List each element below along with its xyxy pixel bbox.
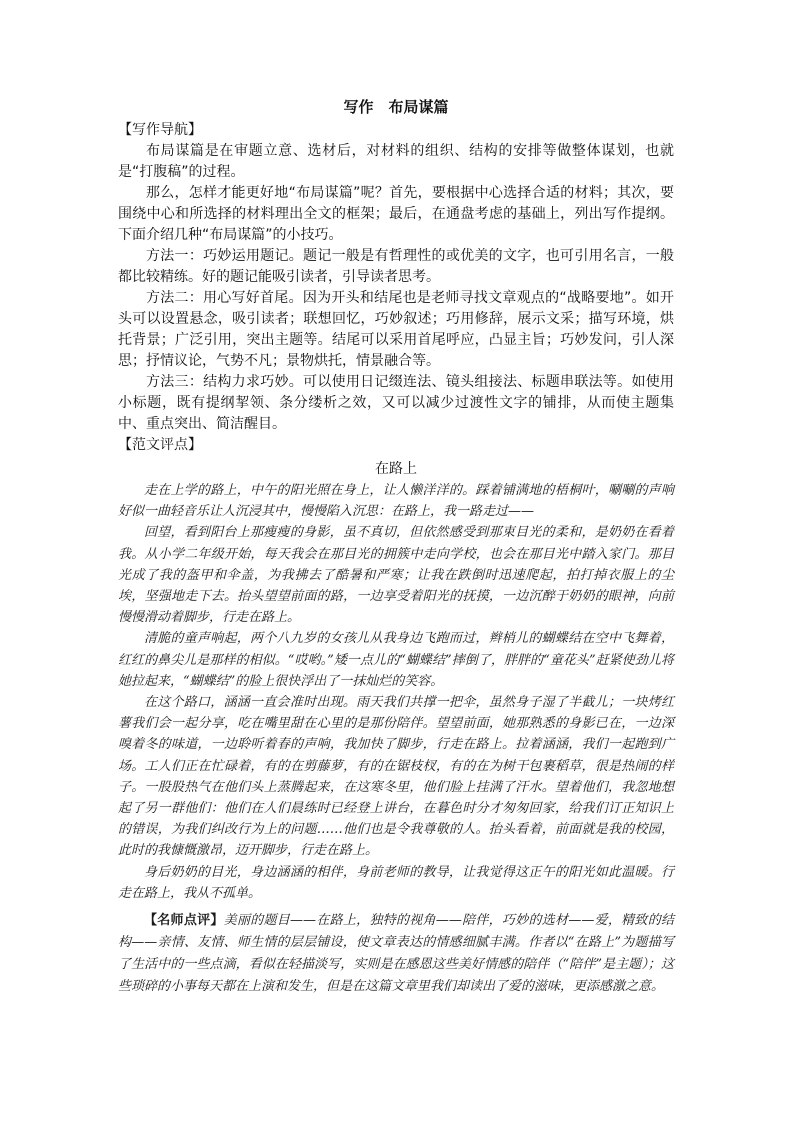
essay-paragraph: 身后奶奶的目光，身边涵涵的相伴，身前老师的教导，让我觉得这正午的阳光如此温暖。行走在路上，我从不孤单。 — [118, 864, 674, 901]
writing-guide-section — [118, 141, 674, 435]
teacher-comment — [118, 910, 674, 998]
writing-guide-heading: 【写作导航】 — [118, 122, 202, 138]
page-title: 写作 布局谋篇 — [343, 98, 449, 116]
essay-paragraph: 清脆的童声响起，两个八九岁的女孩儿从我身边飞跑而过，辫梢儿的蝴蝶结在空中飞舞着，红红的鼻尖儿是那样的相似。“哎哟。”矮一点儿的“蝴蝶结”摔倒了，胖胖的“童花头”赶紧使劲儿将她拉起来，“蝴蝶结”的脸上很快浮出了一抹灿烂的笑容。 — [118, 631, 674, 689]
guide-paragraph: 方法三：结构力求巧妙。可以使用日记缀连法、镜头组接法、标题串联法等。如使用小标题，既有提纲挈领、条分缕析之效，又可以减少过渡性文字的铺排，从而使主题集中、重点突出、简洁醒目。 — [118, 374, 674, 432]
guide-paragraph: 布局谋篇是在审题立意、选材后，对材料的组织、结构的安排等做整体谋划，也就是“打腹稿”的过程。 — [118, 143, 674, 180]
sample-essay — [118, 480, 674, 904]
guide-paragraph: 那么，怎样才能更好地“布局谋篇”呢？首先，要根据中心选择合适的材料；其次，要围绕中心和所选择的材料理出全文的框架；最后，在通盘考虑的基础上，列出写作提纲。下面介绍几种“布局谋篇”的小技巧。 — [118, 185, 674, 243]
comment-tag: 【名师点评】 — [144, 913, 224, 929]
essay-title: 在路上 — [375, 461, 417, 477]
guide-paragraph: 方法一：巧妙运用题记。题记一般是有哲理性的或优美的文字，也可引用名言，一般都比较精练。好的题记能吸引读者，引导读者思考。 — [118, 248, 674, 285]
comment-text: 美丽的题目——在路上，独特的视角——陪伴，巧妙的选材——爱，精致的结构——亲情、友情、师生情的层层铺设，使文章表达的情感细腻丰满。作者以“在路上”为题描写了生活中的一些点滴，看似在轻描淡写，实则是在感恩这些美好情感的陪伴（“陪伴”是主题）；这些琐碎的小事每天都在上演和发生，但是在这篇文章里我们却读出了爱的滋味，更添感激之意。 — [118, 913, 674, 995]
guide-paragraph: 方法二：用心写好首尾。因为开头和结尾也是老师寻找文章观点的“战略要地”。如开头可以设置悬念，吸引读者；联想回忆，巧妙叙述；巧用修辞，展示文采；描写环境，烘托背景；广泛引用，突出主题等。结尾可以采用首尾呼应，凸显主旨；巧妙发问，引人深思；抒情议论，气势不凡；景物烘托，情景融合等。 — [118, 290, 674, 369]
sample-essay-heading: 【范文评点】 — [118, 437, 202, 453]
essay-paragraph: 走在上学的路上，中午的阳光照在身上，让人懒洋洋的。踩着铺满地的梧桐叶，唰唰的声响好似一曲轻音乐让人沉浸其中，慢慢陷入沉思：在路上，我一路走过—— — [118, 483, 674, 520]
essay-paragraph: 回望，看到阳台上那瘦瘦的身影，虽不真切，但依然感受到那束目光的柔和，是奶奶在看着我。从小学二年级开始，每天我会在那目光的拥簇中走向学校，也会在那目光中踏入家门。那目光成了我的盔甲和伞盖，为我拂去了酷暑和严寒；让我在跌倒时迅速爬起，拍打掉衣服上的尘埃，坚强地走下去。抬头望望前面的路，一边享受着阳光的抚摸，一边沉醉于奶奶的眼神，向前慢慢滑动着脚步，行走在路上。 — [118, 525, 674, 626]
essay-paragraph: 在这个路口，涵涵一直会准时出现。雨天我们共撑一把伞，虽然身子湿了半截儿；一块烤红薯我们会一起分享，吃在嘴里甜在心里的是那份陪伴。望望前面，她那熟悉的身影已在，一边深嗅着冬的味道，一边聆听着春的声响，我加快了脚步，行走在路上。拉着涵涵，我们一起跑到广场。工人们正在忙碌着，有的在剪藤萝，有的在锯枝杈，有的在为树干包裹稻草，很是热闹的样子。一股股热气在他们头上蒸腾起来，在这寒冬里，他们脸上挂满了汗水。望着他们，我忽地想起了另一群他们：他们在人们晨练时已经登上讲台，在暮色时分才匆匆回家，给我们订正知识上的错误，为我们纠改行为上的问题……他们也是令我尊敬的人。抬头看着，前面就是我的校园，此时的我慷慨激昂，迈开脚步，行走在路上。 — [118, 695, 674, 859]
document-page — [118, 94, 674, 998]
